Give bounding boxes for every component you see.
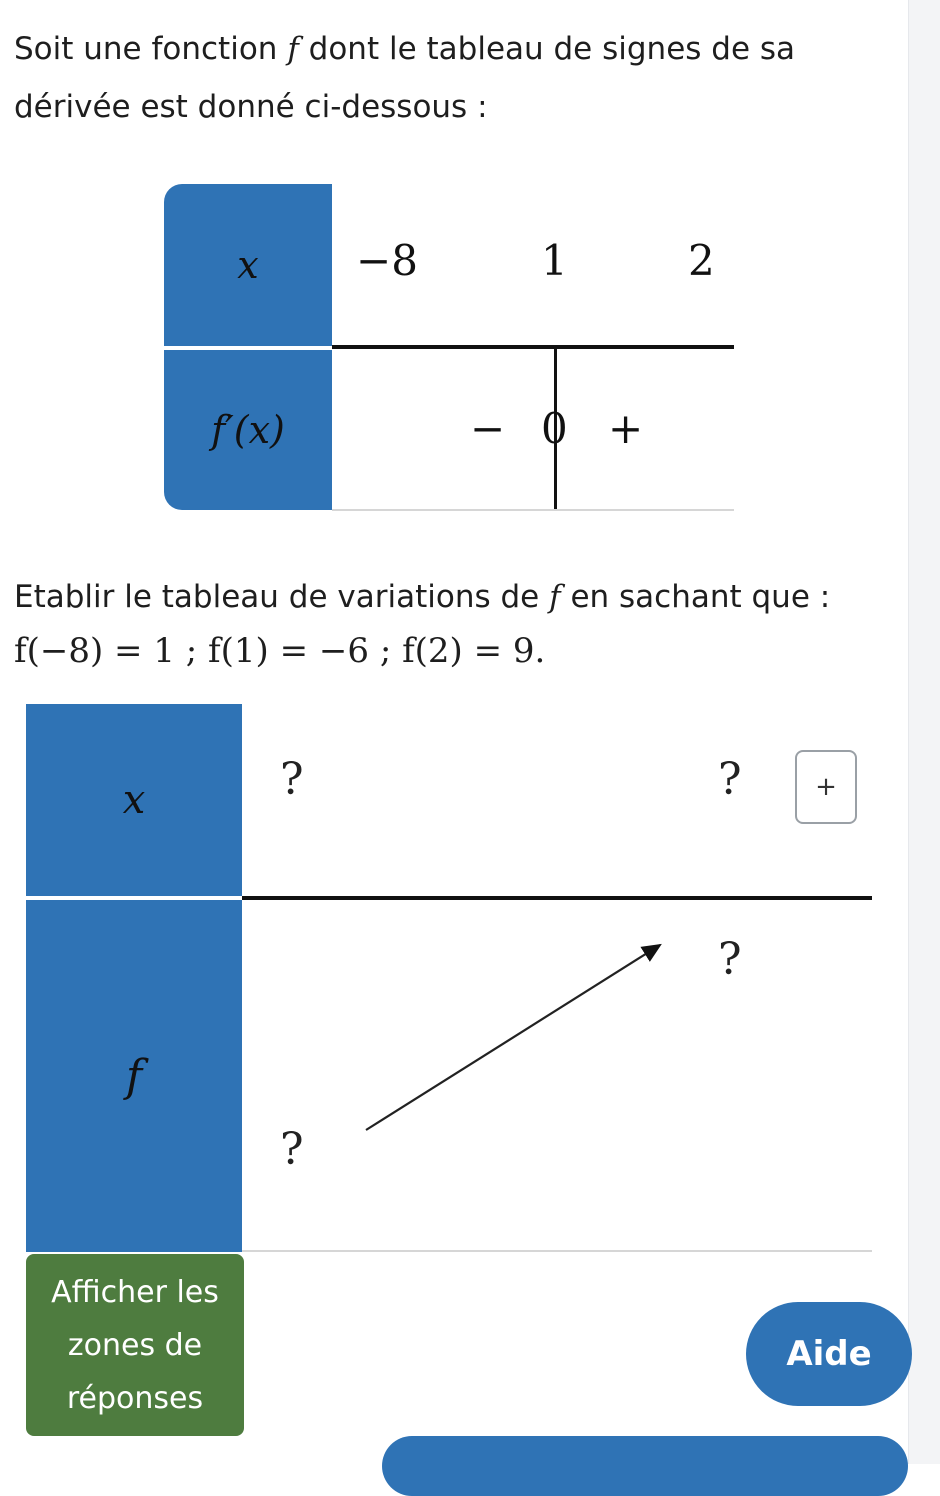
x-answer-slot[interactable]: ?: [718, 754, 742, 805]
bottom-action-button[interactable]: [382, 1436, 908, 1496]
sign-table-x-label: x: [237, 243, 259, 287]
add-column-button[interactable]: +: [795, 750, 857, 824]
task-function-name: f: [549, 579, 561, 615]
intro-line1-start: Soit une fonction: [14, 31, 278, 67]
task-equation: f(−8) = 1 ; f(1) = −6 ; f(2) = 9.: [14, 631, 546, 671]
sign-table-x-value: 1: [541, 236, 568, 285]
variation-table-x-label: x: [122, 777, 146, 823]
show-answer-zones-label: Afficher les zones de réponses: [51, 1274, 219, 1416]
intro-line1-end: dont le tableau de signes de sa: [308, 31, 796, 67]
x-answer-slot[interactable]: ?: [280, 754, 304, 805]
function-name: f: [287, 31, 299, 67]
sign-zero: 0: [541, 404, 568, 453]
help-button-label: Aide: [786, 1334, 872, 1374]
sign-minus: −: [470, 404, 506, 453]
show-answer-zones-button[interactable]: [26, 1254, 244, 1436]
variation-table-f-label: f: [125, 1050, 143, 1102]
sign-table-x-value: 2: [688, 236, 715, 285]
f-min-answer-slot[interactable]: ?: [280, 1124, 304, 1175]
task-line1-end: en sachant que :: [570, 579, 831, 615]
sign-table-derivative-label: f′(x): [211, 408, 285, 452]
sign-plus: +: [608, 404, 644, 453]
help-button[interactable]: [746, 1302, 912, 1406]
sign-table-x-value: −8: [356, 236, 418, 285]
intro-line2: dérivée est donné ci-dessous :: [14, 89, 488, 125]
task-line1-start: Etablir le tableau de variations de: [14, 579, 540, 615]
f-max-answer-slot[interactable]: ?: [718, 934, 742, 985]
